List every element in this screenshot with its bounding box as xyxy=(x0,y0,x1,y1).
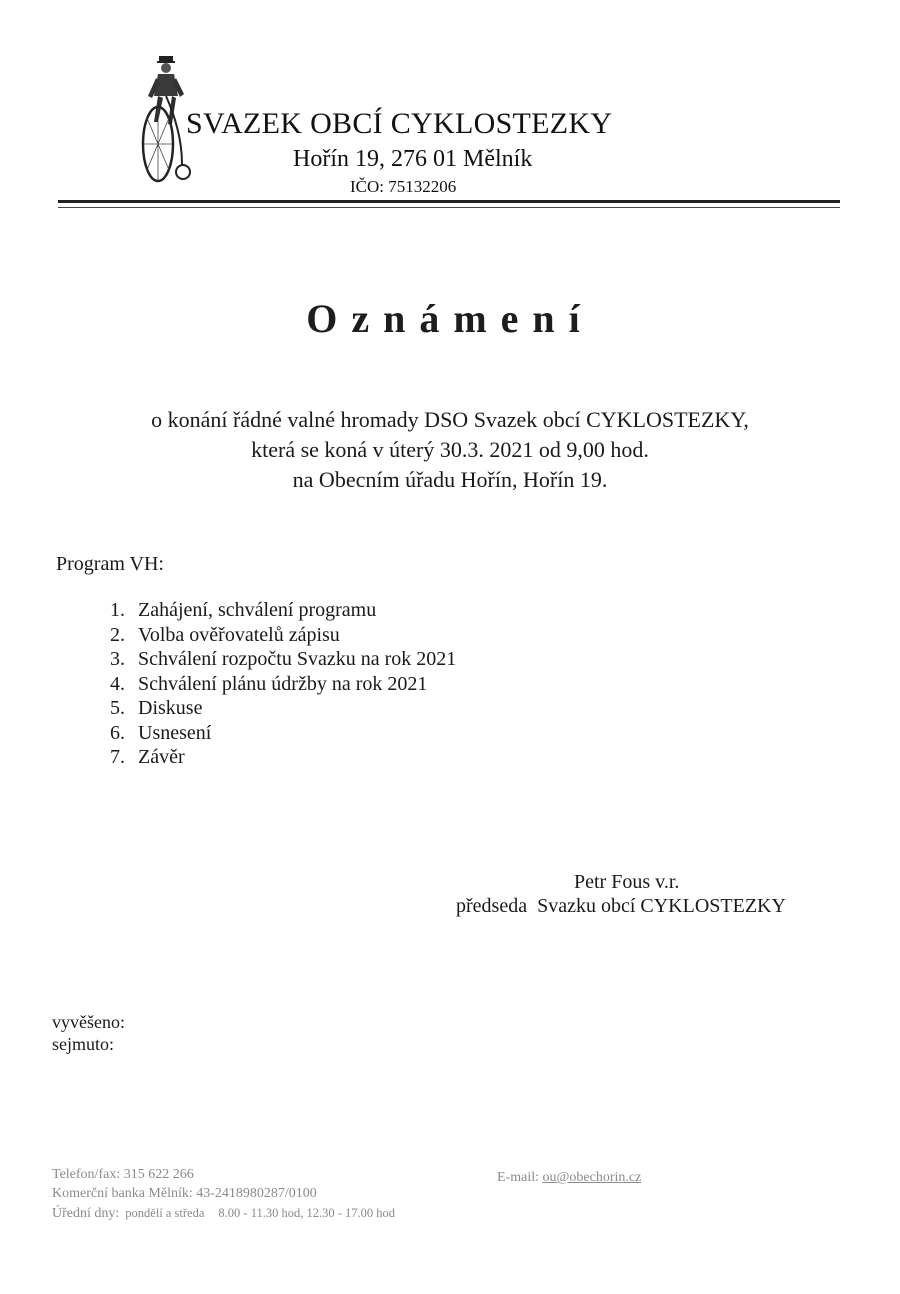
agenda-item-number: 5. xyxy=(110,697,125,719)
organization-ico: IČO: 75132206 xyxy=(350,177,457,196)
intro-line-1: o konání řádné valné hromady DSO Svazek obcí CYKLOSTEZKY, xyxy=(151,407,749,432)
agenda-item-number: 3. xyxy=(110,648,125,670)
agenda-item-text: Zahájení, schválení programu xyxy=(138,599,377,621)
document-title: Oznámení xyxy=(306,296,594,341)
announcement-intro xyxy=(0,405,900,495)
office-days-label: Úřední dny: xyxy=(52,1206,120,1221)
agenda-list xyxy=(110,598,456,770)
email-label: E-mail: xyxy=(497,1170,539,1185)
agenda-item-text: Schválení plánu údržby na rok 2021 xyxy=(138,672,428,695)
agenda-item-number: 2. xyxy=(110,623,125,646)
agenda-item xyxy=(110,598,456,623)
agenda-item xyxy=(110,745,456,770)
agenda-item xyxy=(110,672,456,697)
agenda-item-text: Závěr xyxy=(138,746,185,768)
organization-name: SVAZEK OBCÍ CYKLOSTEZKY xyxy=(186,107,613,140)
posting-block xyxy=(52,1011,125,1055)
agenda-item xyxy=(110,647,456,672)
agenda-item-text: Volba ověřovatelů zápisu xyxy=(138,623,340,646)
agenda-item-number: 6. xyxy=(110,721,125,744)
office-days: pondělí a středa xyxy=(125,1206,205,1220)
footer-office-days xyxy=(52,1206,395,1222)
footer-bank: Komerční banka Mělník: 43-2418980287/0100 xyxy=(52,1186,317,1201)
footer-email xyxy=(497,1170,641,1186)
footer-phone: Telefon/fax: 315 622 266 xyxy=(52,1167,194,1182)
program-label: Program VH: xyxy=(56,553,164,575)
header-divider-thin xyxy=(58,207,840,208)
agenda-item xyxy=(110,721,456,746)
intro-line-2: která se koná v úterý 30.3. 2021 od 9,00 hod. xyxy=(251,437,649,462)
agenda-item xyxy=(110,696,456,721)
agenda-item-number: 1. xyxy=(110,599,125,621)
email-link[interactable]: ou@obechorin.cz xyxy=(542,1170,642,1185)
signatory-name: Petr Fous v.r. xyxy=(574,871,680,893)
agenda-item-text: Schválení rozpočtu Svazku na rok 2021 xyxy=(138,648,457,670)
header-divider xyxy=(58,200,840,203)
posted-label: vyvěšeno: xyxy=(52,1012,125,1032)
agenda-item-number: 7. xyxy=(110,746,125,768)
office-hours: 8.00 - 11.30 hod, 12.30 - 17.00 hod xyxy=(218,1206,396,1220)
signatory-role: předseda Svazku obcí CYKLOSTEZKY xyxy=(456,895,786,917)
agenda-item-text: Usnesení xyxy=(138,721,212,744)
removed-label: sejmuto: xyxy=(52,1034,114,1054)
agenda-item xyxy=(110,623,456,648)
organization-address: Hořín 19, 276 01 Mělník xyxy=(293,146,533,172)
intro-line-3: na Obecním úřadu Hořín, Hořín 19. xyxy=(292,467,608,492)
agenda-item-text: Diskuse xyxy=(138,697,203,719)
agenda-item-number: 4. xyxy=(110,672,125,695)
